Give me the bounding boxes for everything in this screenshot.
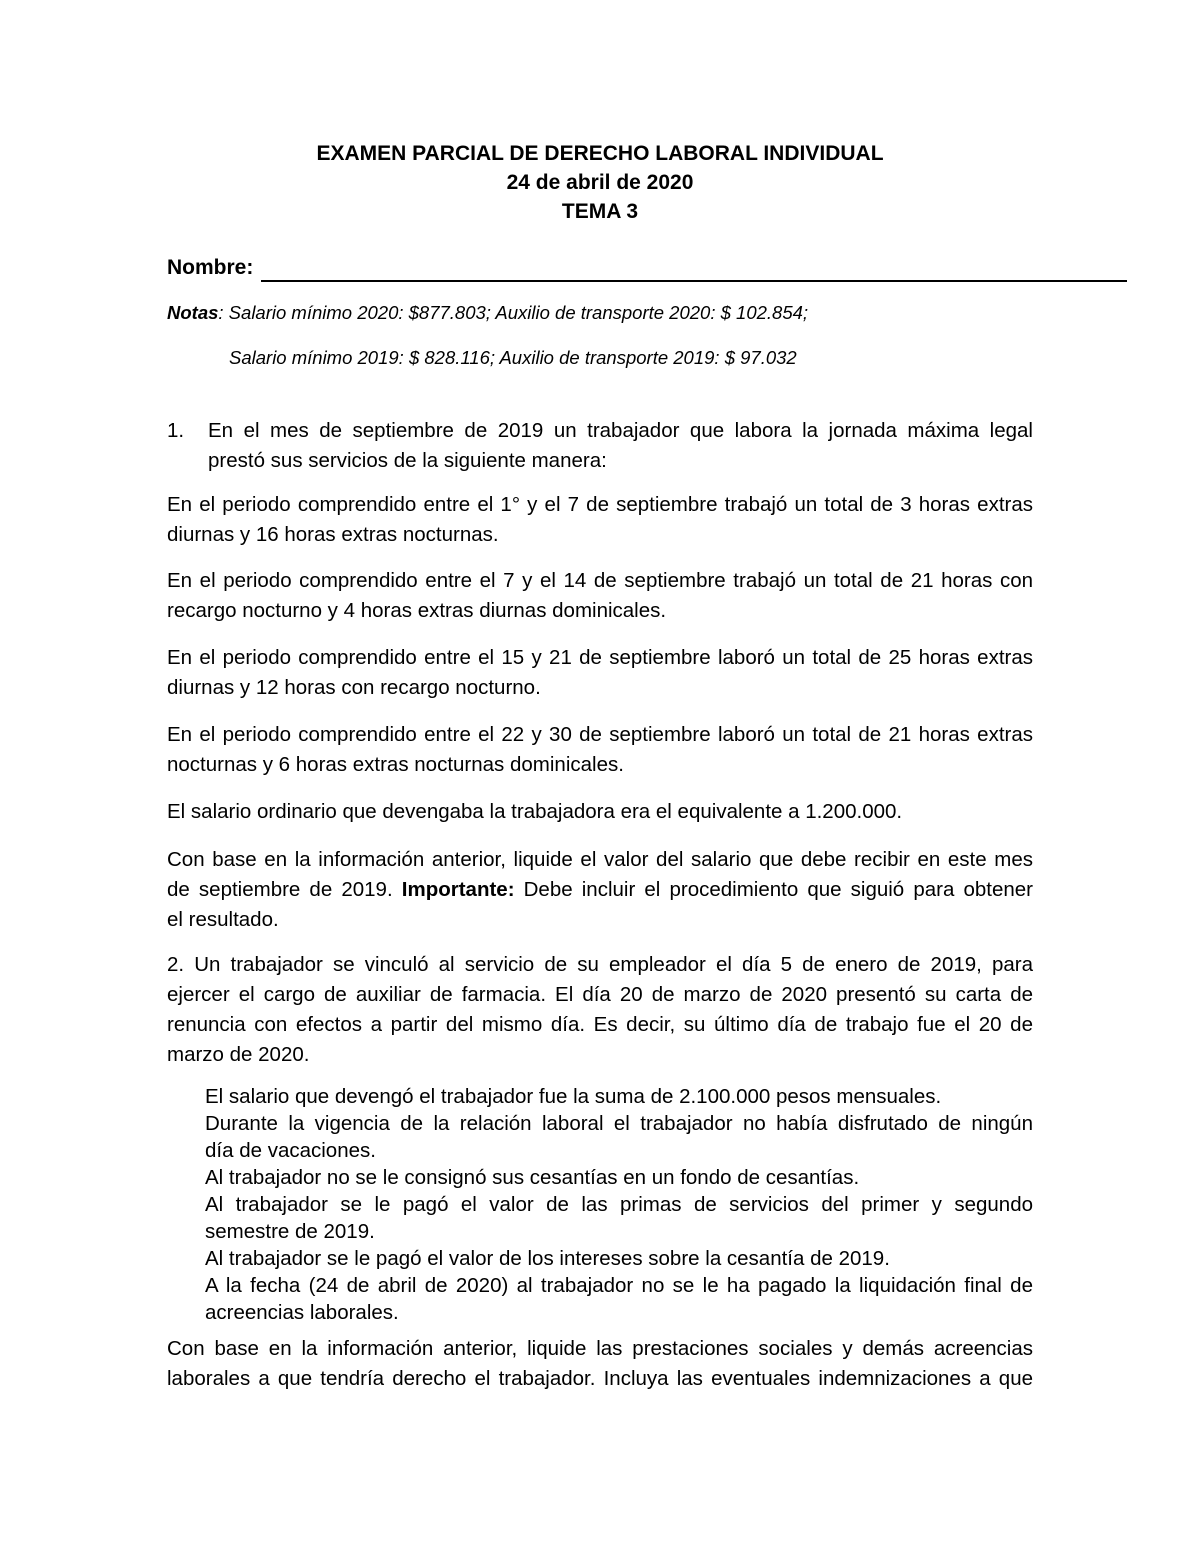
notas-line-2: Salario mínimo 2019: $ 828.116; Auxilio de transporte 2019: $ 97.032	[229, 347, 797, 368]
fact-line: acreencias laborales.	[205, 1301, 399, 1324]
instructions-line-1: Con base en la información anterior, liquide el valor del salario que debe recibir en este mes	[167, 848, 1033, 871]
period-2-line-2: recargo nocturno y 4 horas extras diurnas dominicales.	[167, 599, 667, 622]
period-2-line-1: En el periodo comprendido entre el 7 y el 14 de septiembre trabajó un total de 21 horas con	[167, 569, 1033, 592]
question-2-instructions	[167, 1334, 1033, 1394]
period-4-line-1: En el periodo comprendido entre el 22 y 30 de septiembre laboró un total de 21 horas extras	[167, 723, 1033, 746]
notas-line-1	[167, 301, 808, 325]
nombre-label: Nombre:	[167, 256, 254, 279]
instructions-line-2-a: de septiembre de 2019.	[167, 878, 402, 901]
exam-title: EXAMEN PARCIAL DE DERECHO LABORAL INDIVIDUAL	[316, 142, 884, 165]
instructions-line-3: el resultado.	[167, 908, 279, 931]
fact-line: semestre de 2019.	[205, 1220, 375, 1243]
question-1-line-1: En el mes de septiembre de 2019 un trabajador que labora la jornada máxima legal	[208, 419, 1033, 442]
fact-line: día de vacaciones.	[205, 1139, 376, 1162]
period-3-line-1: En el periodo comprendido entre el 15 y 21 de septiembre laboró un total de 25 horas extras	[167, 646, 1033, 669]
salary-paragraph	[167, 797, 1033, 827]
question-1-line-2: prestó sus servicios de la siguiente manera:	[208, 449, 607, 472]
salary-line: El salario ordinario que devengaba la trabajadora era el equivalente a 1.200.000.	[167, 800, 903, 823]
fact-line: A la fecha (24 de abril de 2020) al trabajador no se le ha pagado la liquidación final de	[205, 1274, 1033, 1297]
notas-line-1-text: : Salario mínimo 2020: $877.803; Auxilio de transporte 2020: $ 102.854;	[218, 302, 809, 323]
final-line-1: Con base en la información anterior, liquide las prestaciones sociales y demás acreencias	[167, 1337, 1033, 1360]
notas-label: Notas	[167, 302, 219, 323]
period-2-paragraph	[167, 566, 1033, 626]
question-2-line-3: renuncia con efectos a partir del mismo día. Es decir, su último día de trabajo fue el 20 de	[167, 1013, 1033, 1036]
period-1-line-2: diurnas y 16 horas extras nocturnas.	[167, 523, 499, 546]
question-1-number: 1.	[167, 419, 185, 442]
period-1-paragraph	[167, 490, 1033, 550]
period-1-line-1: En el periodo comprendido entre el 1° y el 7 de septiembre trabajó un total de 3 horas extras	[167, 493, 1033, 516]
question-2-intro	[167, 950, 1033, 1070]
period-3-line-2: diurnas y 12 horas con recargo nocturno.	[167, 676, 541, 699]
period-4-line-2: nocturnas y 6 horas extras nocturnas dominicales.	[167, 753, 624, 776]
period-3-paragraph	[167, 643, 1033, 703]
exam-date: 24 de abril de 2020	[506, 171, 694, 194]
exam-tema: TEMA 3	[561, 200, 639, 223]
fact-line: Al trabajador se le pagó el valor de las primas de servicios del primer y segundo	[205, 1193, 1033, 1216]
final-line-2: laborales a que tendría derecho el trabajador. Incluya las eventuales indemnizaciones a que	[167, 1367, 1033, 1390]
instructions-line-2	[167, 875, 1033, 905]
nombre-field[interactable]	[167, 254, 967, 284]
importante-label: Importante:	[401, 878, 515, 901]
question-1-instructions	[167, 845, 1033, 935]
nombre-underline[interactable]	[261, 280, 1127, 282]
period-4-paragraph	[167, 720, 1033, 780]
instructions-line-2-b: Debe incluir el procedimiento que siguió para obtener	[514, 878, 1033, 901]
fact-line: El salario que devengó el trabajador fue la suma de 2.100.000 pesos mensuales.	[205, 1085, 942, 1108]
question-2-line-4: marzo de 2020.	[167, 1043, 310, 1066]
fact-line: Durante la vigencia de la relación laboral el trabajador no había disfrutado de ningún	[205, 1112, 1033, 1135]
question-2-line-2: ejercer el cargo de auxiliar de farmacia. El día 20 de marzo de 2020 presentó su carta de	[167, 983, 1033, 1006]
fact-line: Al trabajador no se le consignó sus cesantías en un fondo de cesantías.	[205, 1166, 860, 1189]
question-2-line-1: 2. Un trabajador se vinculó al servicio de su empleador el día 5 de enero de 2019, para	[167, 953, 1033, 976]
question-2-facts	[205, 1083, 1033, 1326]
fact-line: Al trabajador se le pagó el valor de los intereses sobre la cesantía de 2019.	[205, 1247, 890, 1270]
